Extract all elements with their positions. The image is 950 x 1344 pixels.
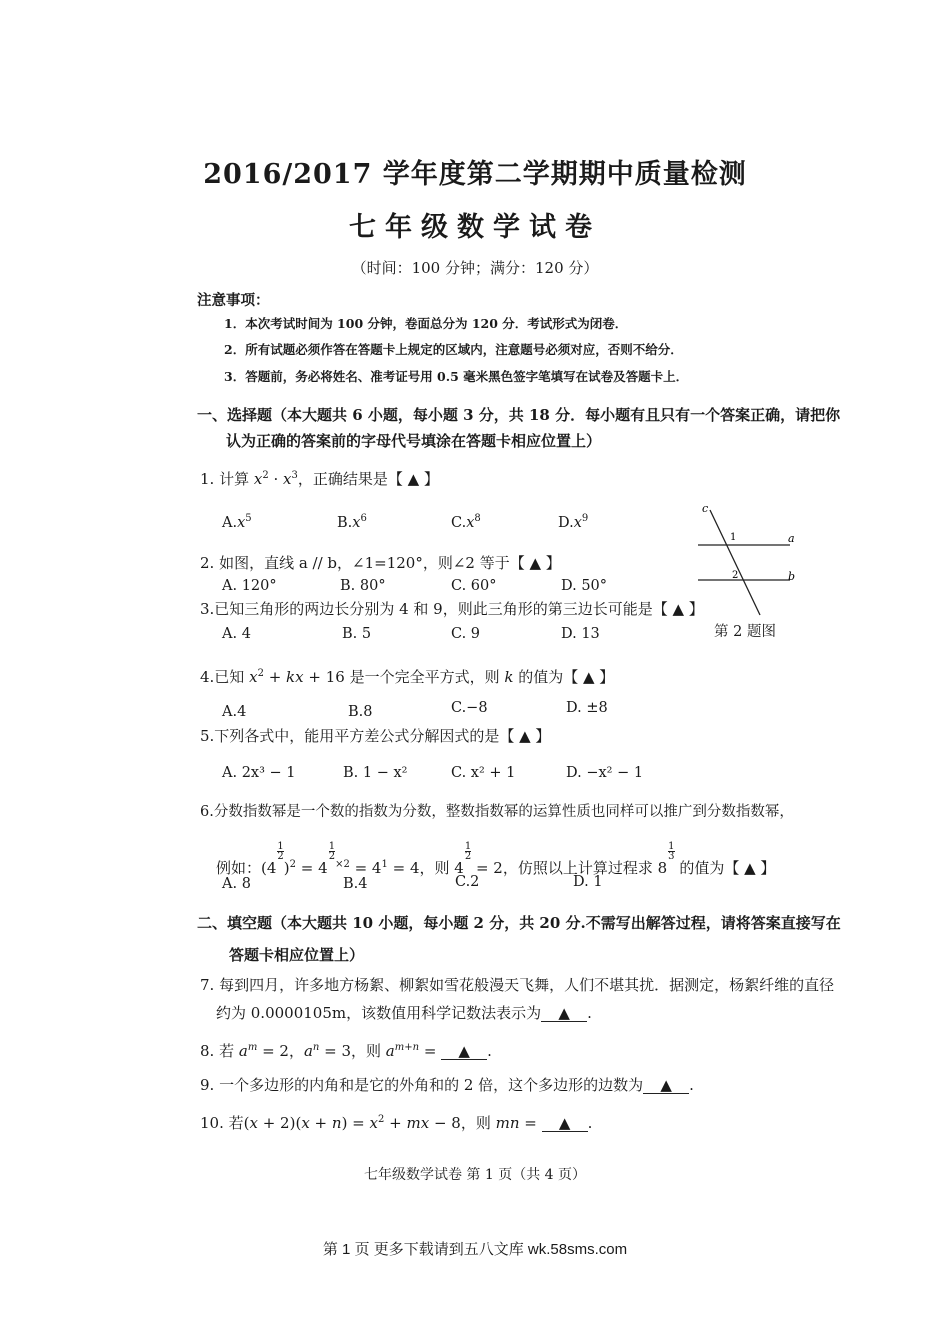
answer-blank: ▲: [441, 1043, 487, 1060]
exam-title: 2016/2017 学年度第二学期期中质量检测: [203, 159, 747, 190]
q5-option-d: D. −x² − 1: [566, 765, 644, 781]
question-6-example: 例如：(4 $\frac{1}{2}$ )$^2$ = 4 $\frac{1}{2}$ $^{\times 2} = 4^1 = 4$，则 4 $\frac{1}{2}$ = 2，仿照以上计算过程求 8 $\frac{1}{3}$ 的值为【 ▲ 】: [216, 841, 776, 877]
page-footer: 七年级数学试卷 第 1 页（共 4 页）: [363, 1167, 587, 1183]
q3-option-a: A. 4: [222, 626, 251, 642]
q3-option-b: B. 5: [342, 626, 372, 642]
section1-heading: 一、选择题（本大题共 6 小题，每小题 3 分，共 18 分．每小题有且只有一个答案正确，请把你: [197, 406, 841, 424]
label-2: 2: [732, 570, 739, 581]
label-c: c: [702, 502, 709, 515]
q2-option-c: C. 60°: [451, 578, 497, 594]
section2-heading-cont: 答题卡相应位置上）: [229, 946, 365, 964]
section2-heading: 二、填空题（本大题共 10 小题，每小题 2 分，共 20 分.不需写出解答过程，请将答案直接写在: [197, 914, 841, 932]
q1-option-a: $A.x^5$: [222, 513, 252, 531]
question-8: 8. 若 $a^m = 2$，$a^n = 3$，则 $a^{m+n}$ = ▲ .: [200, 1042, 492, 1060]
site-footer: 第 1 页 更多下载请到五八文库 wk.58sms.com: [322, 1241, 628, 1258]
time-info: （时间：100 分钟；满分：120 分）: [351, 259, 599, 277]
notice-heading: 注意事项：: [197, 292, 270, 309]
question-6: 6.分数指数幂是一个数的指数为分数，整数指数幂的运算性质也同样可以推广到分数指数幂，: [200, 804, 794, 820]
section1-heading-cont: 认为正确的答案前的字母代号填涂在答题卡相应位置上）: [226, 432, 602, 450]
answer-blank: ▲: [542, 1115, 588, 1132]
q6-option-d: D. 1: [573, 874, 603, 890]
question-5: 5.下列各式中，能用平方差公式分解因式的是【 ▲ 】: [200, 727, 551, 745]
parallel-lines-figure: [690, 500, 800, 620]
figure-caption: 第 2 题图: [714, 624, 776, 640]
question-10: 10. 若$(x + 2)(x + n) = x^2$ + mx − 8，则 mn = ▲ .: [200, 1114, 593, 1132]
q1-option-d: $D.x^9$: [558, 513, 589, 531]
q1-option-b: $B.x^6$: [337, 513, 367, 531]
q5-option-b: B. 1 − x²: [343, 765, 408, 781]
notice-item: 3．答题前，务必将姓名、准考证号用 0.5 毫米黑色签字笔填写在试卷及答题卡上．: [224, 369, 689, 384]
label-1: 1: [730, 532, 737, 543]
q6-option-a: A. 8: [222, 876, 251, 892]
q2-option-a: A. 120°: [222, 578, 277, 594]
question-2: 2. 如图，直线 a // b，∠1=120°，则∠2 等于【 ▲ 】: [200, 554, 561, 572]
question-1: 1. 计算 $x^2 \cdot x^3$，正确结果是【 ▲ 】: [200, 470, 439, 488]
q2-option-b: B. 80°: [340, 578, 386, 594]
question-9: 9. 一个多边形的内角和是它的外角和的 2 倍，这个多边形的边数为 ▲ .: [200, 1076, 694, 1094]
q3-option-d: D. 13: [561, 626, 600, 642]
label-b: b: [788, 570, 796, 583]
q2-option-d: D. 50°: [561, 578, 608, 594]
q3-option-c: C. 9: [451, 626, 481, 642]
q1-option-c: $C.x^8$: [451, 513, 481, 531]
answer-blank: ▲: [643, 1077, 689, 1094]
question-3: 3.已知三角形的两边长分别为 4 和 9，则此三角形的第三边长可能是【 ▲ 】: [200, 600, 704, 618]
q4-option-d: D. ±8: [566, 700, 608, 716]
label-a: a: [788, 532, 795, 545]
q6-option-b: B.4: [343, 876, 368, 892]
question-7: 7. 每到四月，许多地方杨絮、柳絮如雪花般漫天飞舞，人们不堪其扰．据测定，杨絮纤维的直径: [200, 976, 835, 994]
q4-option-b: B.8: [348, 704, 373, 720]
q5-option-c: C. x² + 1: [451, 765, 516, 781]
question-7-cont: 约为 0.0000105m，该数值用科学记数法表示为 ▲ .: [216, 1004, 592, 1022]
q5-option-a: A. 2x³ − 1: [222, 765, 296, 781]
question-4: 4.已知 $x^2$ + kx + 16 是一个完全平方式，则 k 的值为【 ▲ 】: [200, 668, 615, 686]
answer-blank: ▲: [541, 1005, 587, 1022]
line-c: [710, 510, 760, 615]
q4-option-a: A.4: [222, 704, 247, 720]
q6-option-c: C.2: [455, 874, 480, 890]
notice-item: 2．所有试题必须作答在答题卡上规定的区域内，注意题号必须对应，否则不给分．: [224, 342, 683, 357]
exam-subtitle: 七年级数学试卷: [349, 212, 601, 243]
notice-item: 1．本次考试时间为 100 分钟，卷面总分为 120 分．考试形式为闭卷．: [224, 316, 628, 331]
q4-option-c: C.−8: [451, 700, 488, 716]
